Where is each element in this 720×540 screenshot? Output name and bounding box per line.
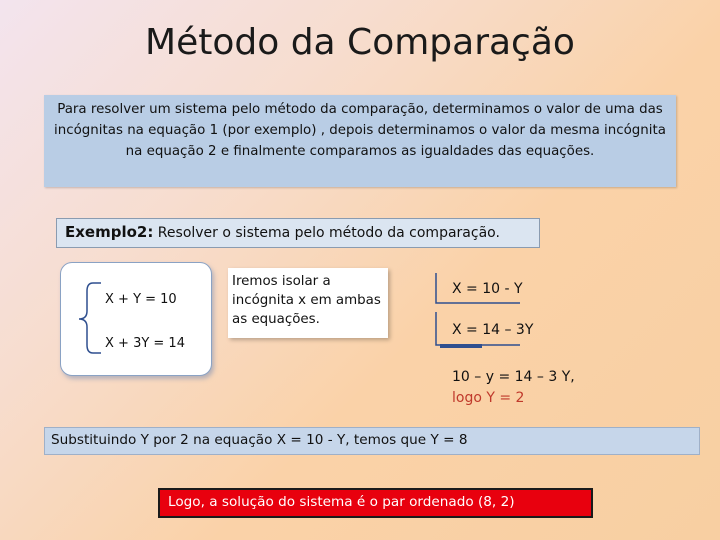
solution-box: Logo, a solução do sistema é o par ordenado (8, 2) [158,488,593,518]
comparison-block [452,367,575,409]
system-equation-1: X + Y = 10 [105,292,177,307]
isolated-equation-2: X = 14 – 3Y [452,322,534,338]
slide-title: Método da Comparação [145,22,575,63]
system-equation-2: X + 3Y = 14 [105,336,185,351]
example-label: Exemplo2: [65,223,154,241]
isolated-equation-1: X = 10 - Y [452,281,523,297]
intro-text-box: Para resolver um sistema pelo método da comparação, determinamos o valor de uma das incógnitas na equação 1 (por exemplo) , depois determinamos o valor da mesma incógnita na equação 2 e finalmente comparamos as igualdades das equações. [44,95,676,187]
comparison-result: logo Y = 2 [452,390,525,406]
substitution-box: Substituindo Y por 2 na equação X = 10 - Y, temos que Y = 8 [44,427,700,455]
comparison-line: 10 – y = 14 – 3 Y, [452,369,575,385]
isolate-note-box: Iremos isolar a incógnita x em ambas as equações. [228,268,388,338]
example-text: Resolver o sistema pelo método da comparação. [153,225,500,241]
